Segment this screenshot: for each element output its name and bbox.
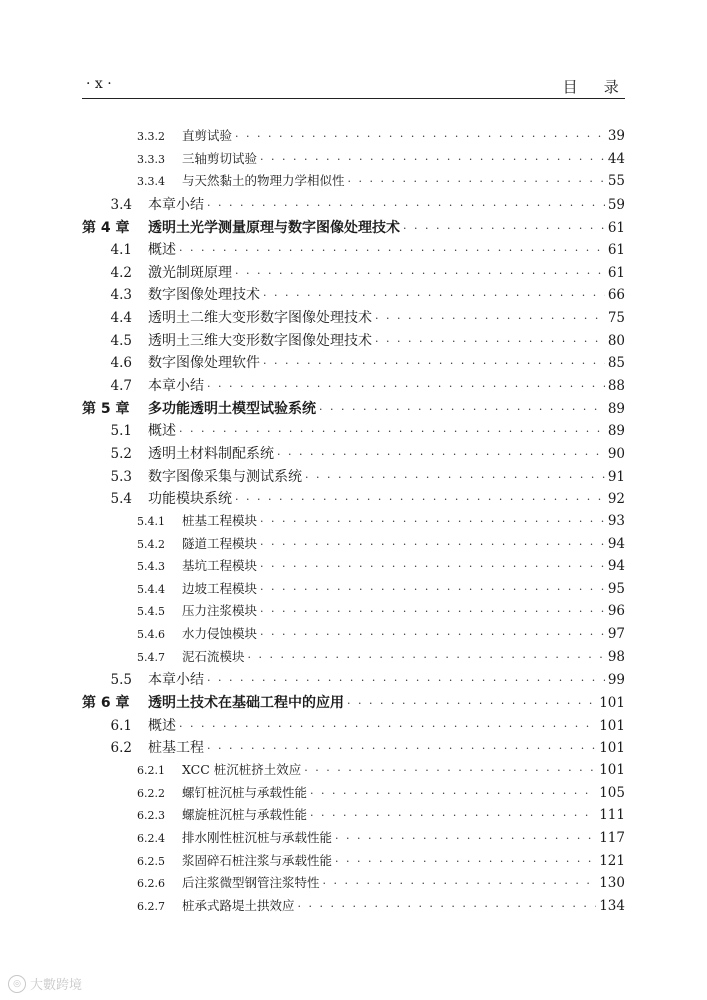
toc-entry-page: 130 — [599, 875, 625, 892]
toc-dot-leader — [305, 471, 605, 484]
section-title-char-1: 目 — [562, 78, 578, 96]
toc-entry-title: 螺旋桩沉桩与承载性能 — [182, 807, 308, 823]
toc-section-row — [82, 284, 625, 307]
toc-dot-leader — [207, 674, 605, 687]
toc-entry-page: 66 — [607, 287, 625, 304]
watermark-text: 大數跨境 — [30, 978, 83, 993]
toc-entry-page: 95 — [607, 580, 625, 597]
toc-entry-number: 6.2.6 — [137, 877, 165, 891]
toc-entry-title: 概述 — [148, 423, 176, 440]
watermark-logo-icon: ◎ — [8, 975, 26, 993]
toc-entry-title: 本章小结 — [148, 378, 204, 395]
toc-entry-title: 基坑工程模块 — [182, 558, 258, 574]
toc-entry-page: 98 — [607, 648, 625, 665]
toc-entry-page: 80 — [607, 332, 625, 349]
toc-section-row — [82, 194, 625, 217]
section-title-char-2: 录 — [603, 78, 619, 96]
toc-chapter-row — [82, 398, 625, 421]
toc-entry-title: 排水刚性桩沉桩与承载性能 — [182, 829, 333, 845]
toc-entry-title: 透明土三维大变形数字图像处理技术 — [148, 332, 372, 349]
toc-entry-page: 88 — [607, 378, 625, 395]
toc-entry-number: 6.2 — [110, 740, 132, 757]
toc-entry-number: 5.2 — [110, 445, 132, 462]
toc-entry-page: 89 — [607, 400, 625, 417]
toc-dot-leader — [403, 222, 605, 235]
toc-entry-title: 桩基工程 — [148, 740, 204, 757]
toc-subsection-row — [82, 511, 625, 534]
toc-subsection-row — [82, 760, 625, 783]
toc-entry-title: 本章小结 — [148, 672, 204, 689]
toc-entry-number: 5.4.4 — [137, 582, 165, 596]
toc-section-row — [82, 420, 625, 443]
toc-dot-leader — [323, 877, 597, 890]
toc-entry-title: 透明土二维大变形数字图像处理技术 — [148, 310, 372, 327]
toc-dot-leader — [375, 335, 605, 348]
toc-entry-page: 89 — [607, 423, 625, 440]
toc-subsection-row — [82, 601, 625, 624]
toc-entry-number: 4.1 — [110, 242, 132, 259]
toc-entry-number: 5.4.7 — [137, 650, 165, 664]
toc-dot-leader — [235, 130, 605, 143]
toc-entry-title: 本章小结 — [148, 196, 204, 213]
toc-dot-leader — [260, 515, 605, 528]
toc-entry-page: 94 — [607, 558, 625, 575]
toc-entry-page: 91 — [607, 468, 625, 485]
toc-entry-title: 透明土光学测量原理与数字图像处理技术 — [148, 219, 400, 236]
toc-entry-number: 4.7 — [110, 378, 132, 395]
toc-entry-number: 5.4 — [110, 491, 132, 508]
toc-entry-page: 39 — [607, 128, 625, 144]
toc-section-row — [82, 352, 625, 375]
toc-subsection-row — [82, 851, 625, 874]
toc-subsection-row — [82, 647, 625, 670]
toc-entry-title: 三轴剪切试验 — [182, 150, 258, 166]
toc-subsection-row — [82, 149, 625, 172]
toc-entry-number: 5.4.2 — [137, 537, 165, 551]
toc-entry-title: 水力侵蚀模块 — [182, 626, 258, 642]
watermark — [8, 974, 82, 993]
toc-entry-title: 透明土技术在基础工程中的应用 — [148, 695, 344, 712]
toc-dot-leader — [375, 312, 605, 325]
toc-dot-leader — [263, 289, 605, 302]
toc-entry-page: 101 — [599, 695, 625, 712]
toc-entry-number: 第 6 章 — [82, 695, 130, 712]
toc-dot-leader — [335, 855, 596, 868]
toc-entry-title: 激光制斑原理 — [148, 264, 232, 281]
toc-dot-leader — [248, 651, 605, 664]
toc-entry-page: 61 — [607, 264, 625, 281]
toc-section-row — [82, 488, 625, 511]
toc-dot-leader — [260, 583, 605, 596]
toc-entry-title: 桩基工程模块 — [182, 512, 258, 528]
table-of-contents — [82, 126, 625, 918]
toc-entry-page: 90 — [607, 445, 625, 462]
toc-dot-leader — [260, 605, 605, 618]
toc-subsection-row — [82, 805, 625, 828]
toc-subsection-row — [82, 556, 625, 579]
toc-dot-leader — [207, 199, 605, 212]
toc-entry-page: 101 — [599, 761, 625, 778]
toc-entry-number: 3.3.4 — [137, 175, 165, 189]
toc-dot-leader — [304, 764, 596, 777]
toc-subsection-row — [82, 579, 625, 602]
toc-entry-number: 4.3 — [110, 287, 132, 304]
toc-entry-number: 6.1 — [110, 717, 132, 734]
toc-dot-leader — [260, 153, 605, 166]
toc-entry-page: 121 — [599, 852, 625, 869]
toc-entry-title: 边坡工程模块 — [182, 580, 258, 596]
toc-dot-leader — [235, 493, 605, 506]
toc-entry-number: 第 4 章 — [82, 219, 130, 236]
toc-entry-number: 6.2.7 — [137, 899, 165, 913]
toc-entry-number: 3.4 — [110, 196, 132, 213]
toc-entry-number: 4.2 — [110, 264, 132, 281]
toc-entry-title: 多功能透明土模型试验系统 — [148, 400, 316, 417]
toc-entry-title: 概述 — [148, 717, 176, 734]
toc-dot-leader — [347, 697, 596, 710]
toc-dot-leader — [263, 357, 605, 370]
toc-entry-page: 44 — [607, 150, 625, 167]
toc-entry-number: 5.4.6 — [137, 628, 165, 642]
toc-entry-page: 134 — [599, 897, 625, 914]
toc-dot-leader — [348, 175, 605, 188]
toc-entry-title: 数字图像处理技术 — [148, 287, 260, 304]
toc-entry-number: 6.2.4 — [137, 831, 165, 845]
toc-section-row — [82, 307, 625, 330]
toc-section-row — [82, 669, 625, 692]
toc-subsection-row — [82, 534, 625, 557]
toc-entry-title: 直剪试验 — [182, 128, 233, 143]
toc-entry-number: 3.3.3 — [137, 152, 165, 166]
toc-entry-title: 螺钉桩沉桩与承载性能 — [182, 784, 308, 800]
toc-entry-number: 5.3 — [110, 468, 132, 485]
toc-entry-number: 4.4 — [110, 310, 132, 327]
toc-entry-title: 泥石流模块 — [182, 648, 245, 664]
toc-dot-leader — [235, 267, 605, 280]
toc-entry-page: 92 — [607, 491, 625, 508]
toc-entry-page: 105 — [599, 784, 625, 801]
toc-entry-title: 隧道工程模块 — [182, 535, 258, 551]
toc-entry-title: 概述 — [148, 242, 176, 259]
toc-chapter-row — [82, 217, 625, 240]
toc-dot-leader — [207, 380, 605, 393]
toc-dot-leader — [260, 560, 605, 573]
running-header — [82, 76, 625, 99]
toc-subsection-row — [82, 783, 625, 806]
toc-entry-page: 61 — [607, 242, 625, 259]
toc-dot-leader — [179, 244, 605, 257]
toc-entry-title: 透明土材料制配系统 — [148, 445, 274, 462]
toc-entry-page: 111 — [599, 807, 625, 824]
toc-entry-number: 6.2.1 — [137, 763, 165, 777]
toc-entry-page: 61 — [607, 219, 625, 236]
toc-entry-title: 后注浆微型钢管注浆特性 — [182, 875, 320, 891]
toc-subsection-row — [82, 171, 625, 194]
toc-entry-page: 59 — [607, 196, 625, 213]
toc-entry-number: 5.4.1 — [137, 514, 165, 528]
toc-entry-title: 功能模块系统 — [148, 491, 232, 508]
toc-entry-page: 55 — [607, 173, 625, 190]
toc-dot-leader — [260, 628, 605, 641]
toc-section-row — [82, 715, 625, 738]
toc-section-row — [82, 737, 625, 760]
toc-dot-leader — [310, 787, 596, 800]
toc-entry-page: 101 — [599, 717, 625, 734]
toc-subsection-row — [82, 896, 625, 919]
toc-entry-number: 6.2.3 — [137, 809, 165, 823]
toc-dot-leader — [319, 403, 605, 416]
toc-entry-title: 浆固碎石桩注浆与承载性能 — [182, 852, 333, 868]
toc-entry-page: 96 — [607, 603, 625, 620]
toc-entry-page: 85 — [607, 355, 625, 372]
toc-section-row — [82, 239, 625, 262]
toc-dot-leader — [179, 425, 605, 438]
toc-entry-number: 5.5 — [110, 672, 132, 689]
toc-dot-leader — [310, 809, 596, 822]
toc-entry-page: 101 — [599, 740, 625, 757]
toc-section-row — [82, 330, 625, 353]
toc-entry-number: 5.4.3 — [137, 560, 165, 574]
toc-section-row — [82, 466, 625, 489]
toc-entry-number: 4.6 — [110, 355, 132, 372]
toc-entry-number: 6.2.5 — [137, 854, 165, 868]
toc-entry-title: 与天然黏土的物理力学相似性 — [182, 173, 345, 189]
toc-entry-page: 75 — [607, 310, 625, 327]
toc-entry-page: 94 — [607, 535, 625, 552]
toc-entry-number: 6.2.2 — [137, 786, 165, 800]
toc-entry-title: 数字图像采集与测试系统 — [148, 468, 302, 485]
toc-dot-leader — [207, 742, 596, 755]
toc-entry-number: 5.4.5 — [137, 605, 165, 619]
toc-subsection-row — [82, 126, 625, 149]
page-number-label: · x · — [86, 76, 112, 92]
toc-entry-title: XCC 桩沉桩挤土效应 — [182, 761, 302, 777]
toc-subsection-row — [82, 828, 625, 851]
toc-entry-number: 3.3.2 — [137, 130, 165, 143]
toc-entry-page: 117 — [599, 829, 625, 846]
toc-subsection-row — [82, 624, 625, 647]
toc-entry-page: 93 — [607, 512, 625, 529]
toc-entry-title: 数字图像处理软件 — [148, 355, 260, 372]
toc-entry-number: 5.1 — [110, 423, 132, 440]
toc-section-row — [82, 375, 625, 398]
toc-entry-page: 97 — [607, 626, 625, 643]
toc-entry-title: 桩承式路堤土拱效应 — [182, 897, 295, 913]
toc-entry-number: 4.5 — [110, 332, 132, 349]
section-title — [563, 76, 619, 97]
toc-dot-leader — [260, 538, 605, 551]
toc-dot-leader — [179, 720, 596, 733]
toc-entry-title: 压力注浆模块 — [182, 603, 258, 619]
toc-subsection-row — [82, 873, 625, 896]
toc-entry-number: 第 5 章 — [82, 400, 130, 417]
toc-chapter-row — [82, 692, 625, 715]
toc-dot-leader — [298, 900, 597, 913]
toc-section-row — [82, 443, 625, 466]
toc-dot-leader — [335, 832, 596, 845]
toc-entry-page: 99 — [607, 672, 625, 689]
toc-section-row — [82, 262, 625, 285]
toc-dot-leader — [277, 448, 605, 461]
